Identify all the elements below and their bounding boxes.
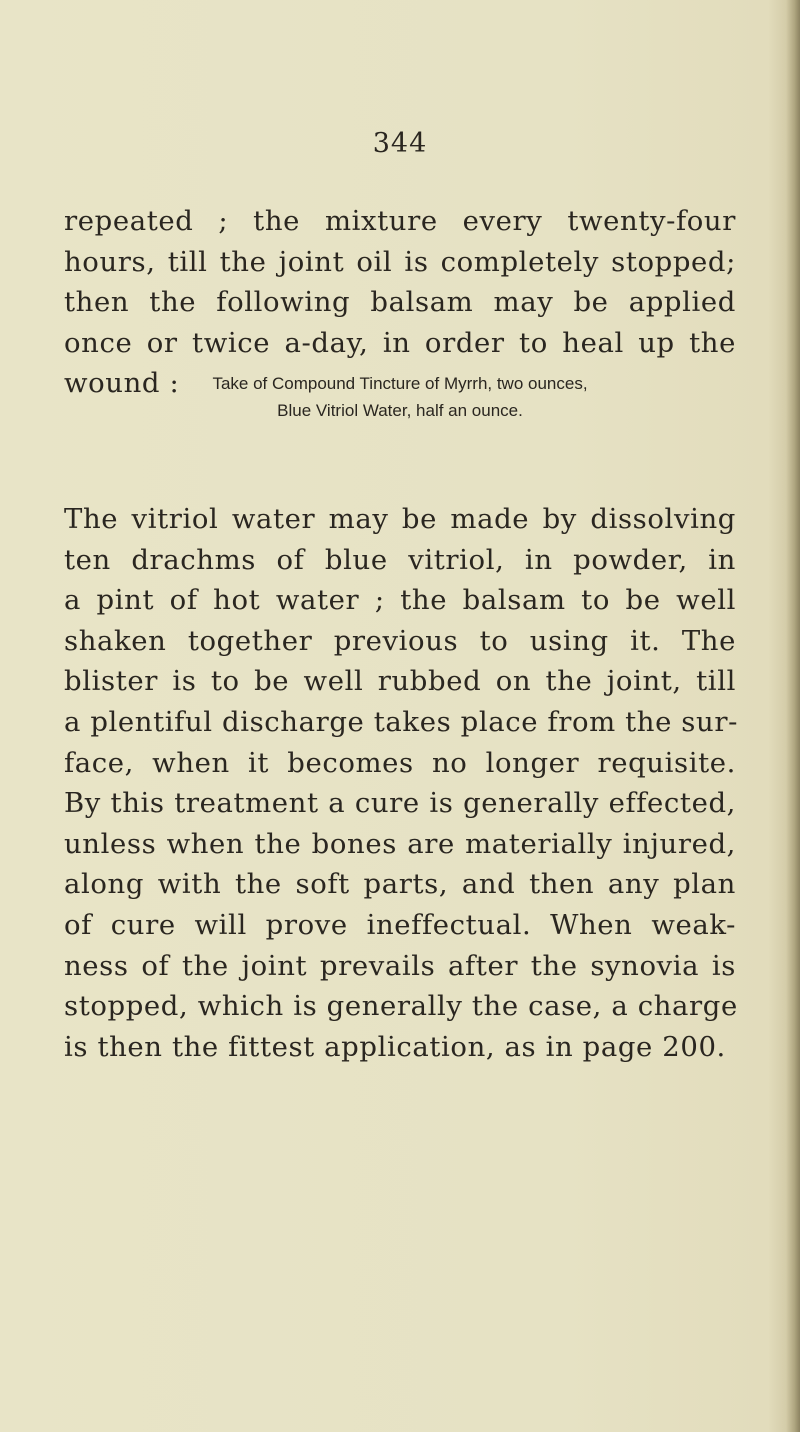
paragraph-2 xyxy=(64,499,736,1067)
text-line: stopped, which is generally the case, a charge xyxy=(64,990,738,1023)
text-line: The vitriol water may be made by dissolving xyxy=(64,503,736,535)
text-line: of cure will prove ineffectual. When weak- xyxy=(64,908,736,941)
page-number: 344 xyxy=(372,128,428,159)
text-line: ten drachms of blue vitriol, in powder, in xyxy=(64,543,736,576)
text-line: a plentiful discharge takes place from the sur- xyxy=(64,705,738,738)
recipe-line: Take of Compound Tincture of Myrrh, two ounces, xyxy=(212,374,588,393)
text-line: wound : xyxy=(64,367,180,400)
text-line: shaken together previous to using it. The xyxy=(64,624,736,657)
text-line: unless when the bones are materially injured, xyxy=(64,827,736,860)
text-line: is then the fittest application, as in page 200. xyxy=(64,1030,726,1063)
text-line: then the following balsam may be applied xyxy=(64,286,736,319)
text-line: along with the soft parts, and then any plan xyxy=(64,868,736,901)
text-line: a pint of hot water ; the balsam to be well xyxy=(64,584,736,617)
recipe-block xyxy=(0,370,800,424)
page-edge xyxy=(786,0,800,1432)
text-line: ness of the joint prevails after the synovia is xyxy=(64,949,736,982)
text-line: blister is to be well rubbed on the joint, till xyxy=(64,665,736,698)
text-line: once or twice a-day, in order to heal up the xyxy=(64,326,736,359)
text-line: By this treatment a cure is generally effected, xyxy=(64,787,736,820)
text-line: face, when it becomes no longer requisite. xyxy=(64,746,736,779)
text-line: repeated ; the mixture every twenty-four xyxy=(64,205,736,237)
text-line: hours, till the joint oil is completely stopped; xyxy=(64,245,736,278)
recipe-line: Blue Vitriol Water, half an ounce. xyxy=(277,401,523,420)
